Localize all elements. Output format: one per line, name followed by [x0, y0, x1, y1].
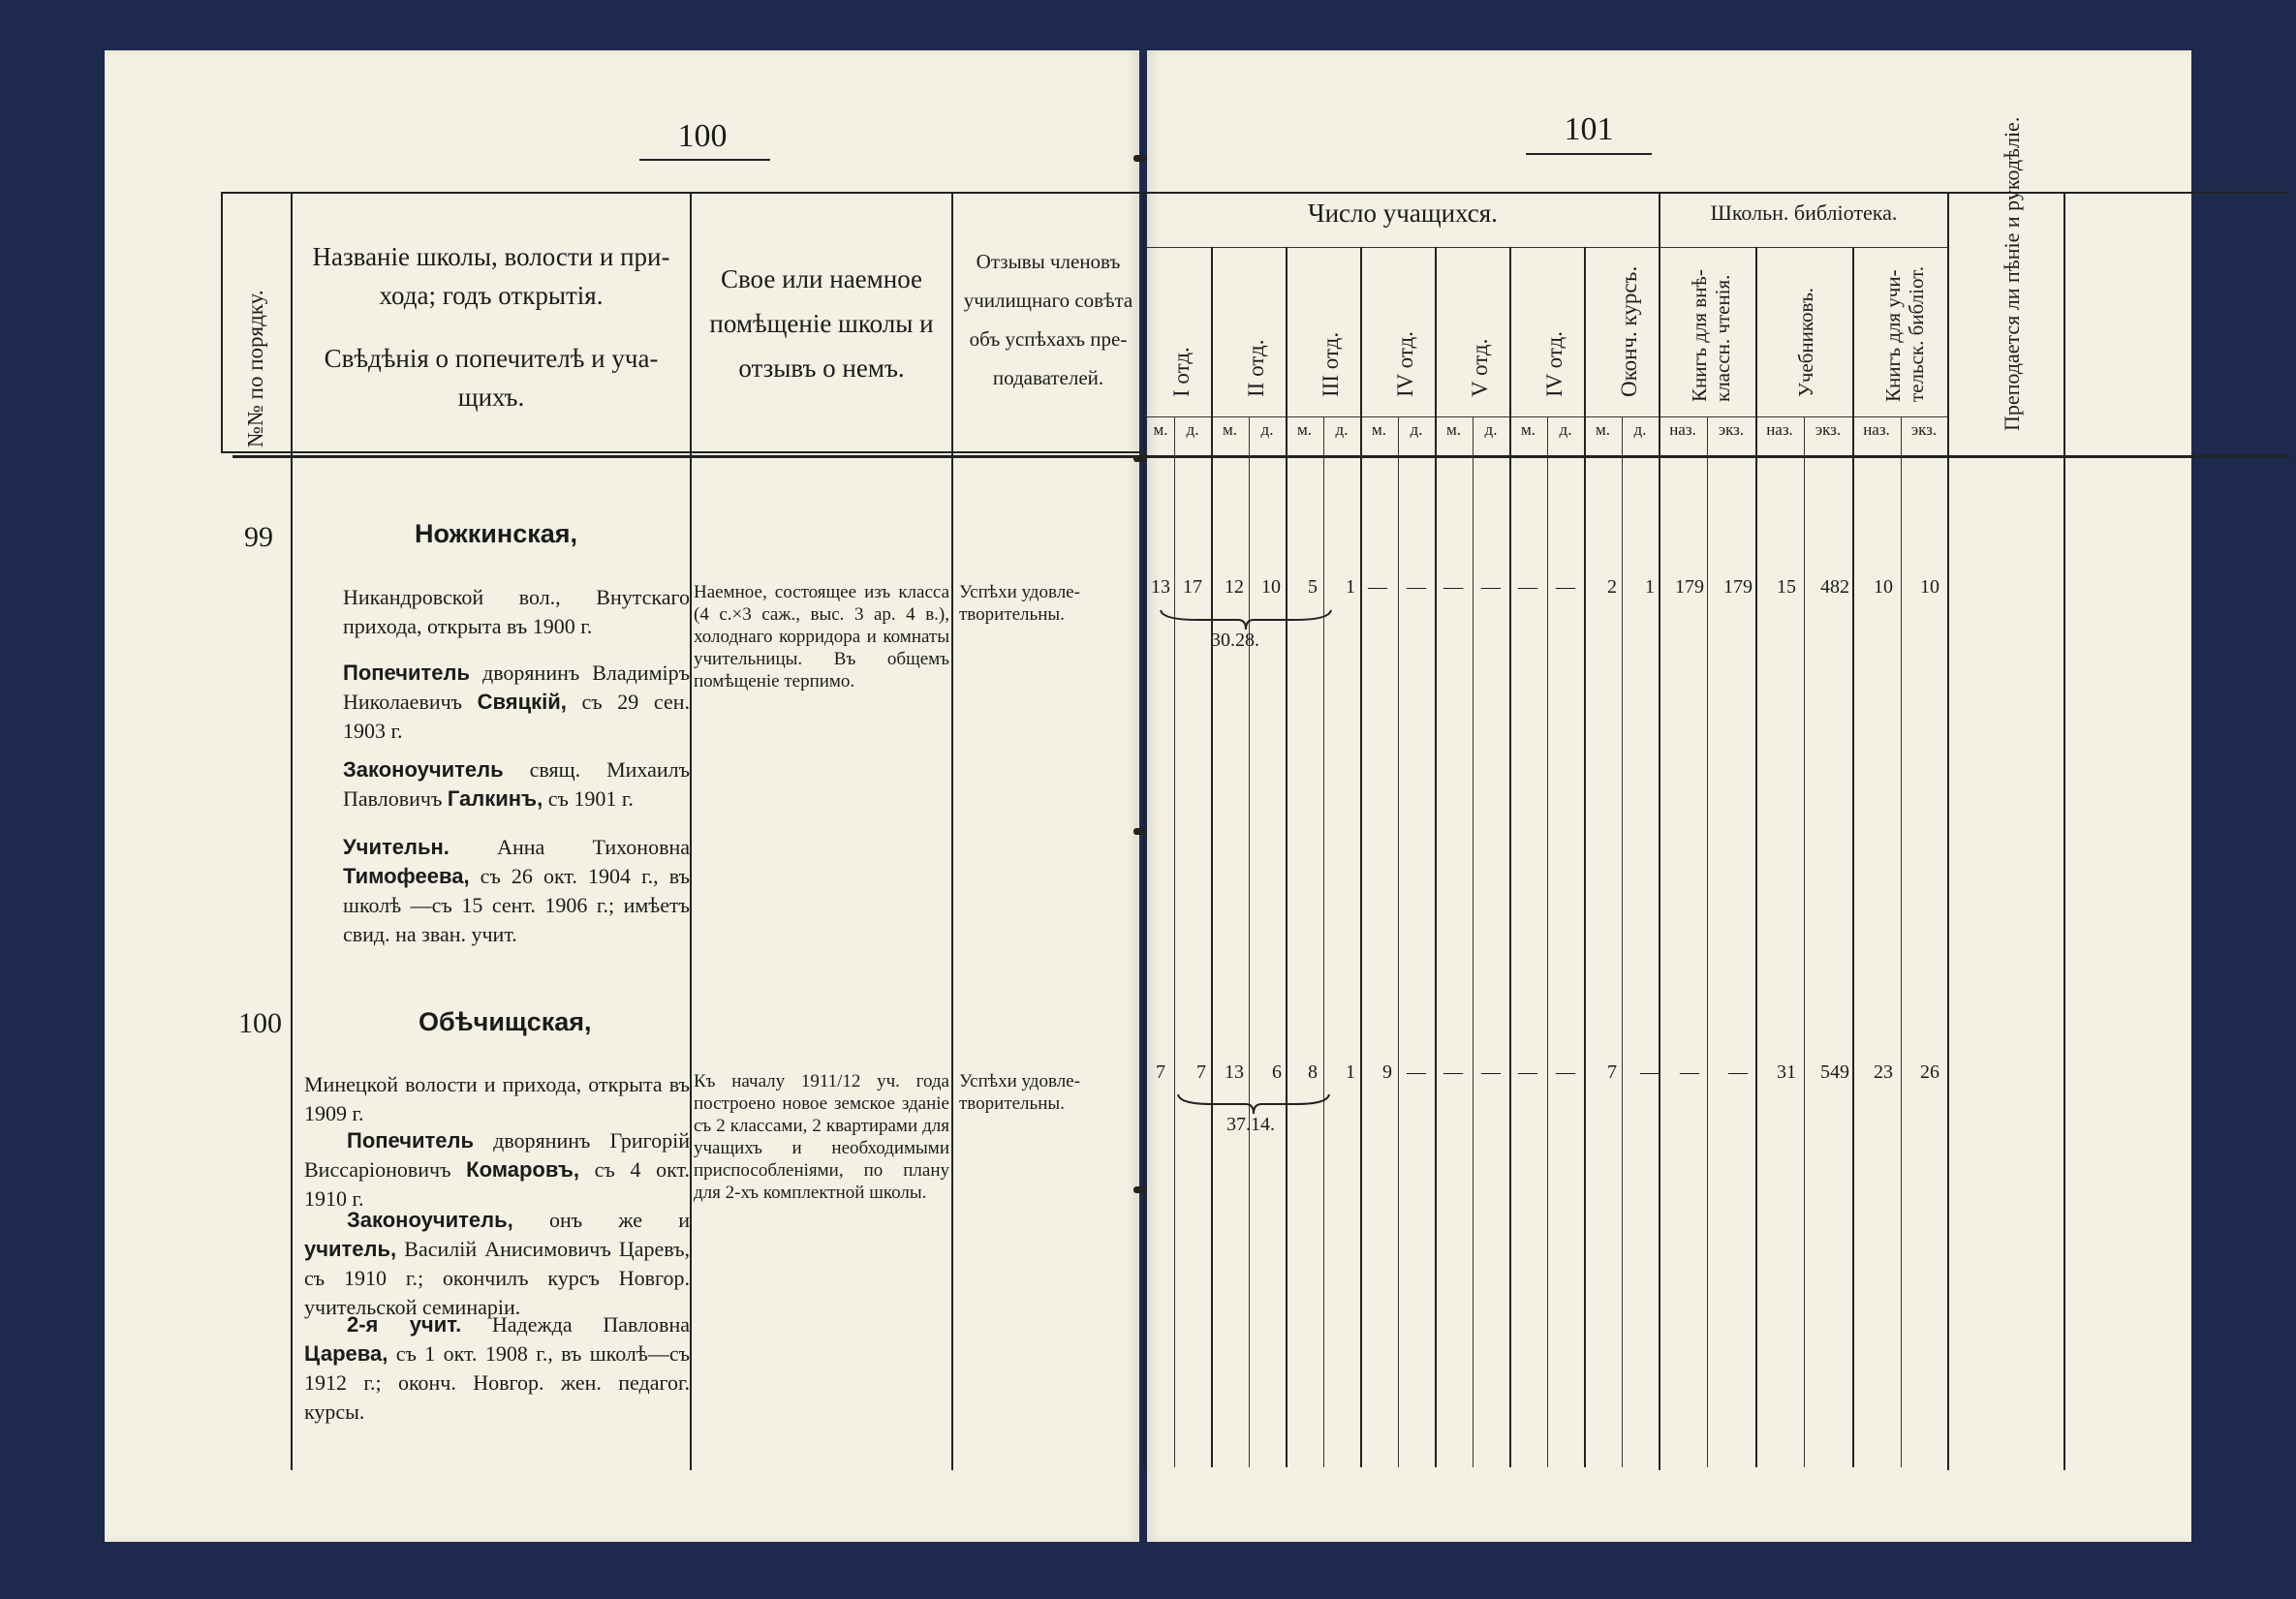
- md-sub-rule: [1147, 416, 1949, 417]
- row-value: —: [1518, 576, 1537, 598]
- header-name-3: Свѣдѣнія о попечителѣ и уча-: [324, 344, 659, 373]
- sub-m: м.: [1520, 420, 1536, 439]
- row-value: 1: [1346, 576, 1355, 598]
- row-value: —: [1556, 576, 1575, 598]
- row-total: 37.14.: [1226, 1114, 1275, 1135]
- sub-naz: наз.: [1766, 420, 1793, 439]
- row-value: 15: [1777, 576, 1796, 598]
- teacher-info: 2-я учит. Надежда Павловна Царева, съ 1 окт. 1908 г., въ школѣ—съ 1912 г.; оконч. Новгор. жен. педагог. курсы.: [304, 1312, 690, 1424]
- sub-m: м.: [1153, 420, 1168, 439]
- row-value: 8: [1308, 1061, 1318, 1083]
- sub-naz: наз.: [1863, 420, 1890, 439]
- row-total: 30.28.: [1211, 630, 1259, 651]
- sub-d: д.: [1633, 420, 1647, 439]
- header-dept-6: IV отд.: [1542, 330, 1567, 397]
- md-rule: [1323, 416, 1324, 1467]
- sub-ekz: экз.: [1910, 420, 1938, 439]
- row-value: —: [1443, 1061, 1463, 1083]
- row-value: 179: [1723, 576, 1753, 598]
- md-rule: [1622, 416, 1623, 1467]
- row-value: —: [1481, 1061, 1501, 1083]
- header-premises-1: Свое или наемное: [720, 264, 923, 293]
- sub-d: д.: [1410, 420, 1423, 439]
- row-value: 6: [1272, 1061, 1282, 1083]
- sub-m: м.: [1371, 420, 1386, 439]
- header-finished-course: Оконч. курсъ.: [1617, 265, 1641, 397]
- row-value: 31: [1777, 1061, 1796, 1083]
- total-brace: [1159, 608, 1333, 631]
- header-lib-reading: Книгъ для внѣ-классн. чтенія.: [1688, 269, 1734, 402]
- header-dept-3: III отд.: [1319, 331, 1343, 397]
- right-page: [1147, 50, 2191, 1542]
- md-rule: [1473, 416, 1474, 1467]
- row-value: 1: [1346, 1061, 1355, 1083]
- header-reviews-3: объ успѣхахъ пре-: [969, 327, 1128, 351]
- row-value: 13: [1151, 576, 1170, 598]
- header-reviews-1: Отзывы членовъ: [976, 250, 1121, 273]
- header-dept-2: II отд.: [1244, 339, 1268, 397]
- sub-m: м.: [1296, 420, 1312, 439]
- row-value: 10: [1261, 576, 1281, 598]
- row-number: 100: [238, 1007, 282, 1039]
- header-premises-2: помѣщеніе школы и: [709, 309, 934, 338]
- right-page-number: 101: [1564, 111, 1614, 147]
- sub-m: м.: [1595, 420, 1610, 439]
- row-value: 549: [1820, 1061, 1849, 1083]
- right-page-number-rule: [1526, 153, 1652, 155]
- row-value: —: [1443, 576, 1463, 598]
- header-reviews-4: подавателей.: [992, 366, 1104, 389]
- header-pupils: Число учащихся.: [1308, 199, 1498, 228]
- header-lib-textbooks: Учебниковъ.: [1794, 287, 1817, 397]
- row-value: 179: [1675, 576, 1704, 598]
- trustee-info: Попечитель дворянинъ Владиміръ Николаевичъ Свяцкій, съ 29 сен. 1903 г.: [343, 661, 690, 743]
- header-name-2: хода; годъ открытія.: [379, 281, 604, 310]
- col-rule: [1947, 192, 1949, 1470]
- row-value: —: [1407, 1061, 1426, 1083]
- row-value: 7: [1196, 1061, 1206, 1083]
- header-premises-3: отзывъ о немъ.: [738, 354, 905, 383]
- row-value: 2: [1607, 576, 1617, 598]
- sub-m: м.: [1222, 420, 1237, 439]
- col-rule: [1143, 192, 1145, 1470]
- md-rule: [1398, 416, 1399, 1467]
- row-value: —: [1518, 1061, 1537, 1083]
- md-rule: [1547, 416, 1548, 1467]
- school-info: Минецкой волости и прихода, открыта въ 1909 г.: [304, 1072, 690, 1125]
- header-teaching: Преподается ли пѣніе и рукодѣліе.: [2000, 116, 2024, 431]
- row-value: —: [1728, 1061, 1748, 1083]
- header-order: №№ по порядку.: [243, 290, 267, 447]
- row-value: —: [1481, 576, 1501, 598]
- row-value: 10: [1920, 576, 1939, 598]
- premises-text: Къ началу 1911/12 уч. года построено новое земское зданіе съ 2 классами, 2 квартирами для учащихъ и необходимыми приспособленіями, по плану для 2-хъ комплектной школы.: [694, 1071, 949, 1203]
- school-title: Обѣчищская,: [419, 1007, 592, 1036]
- header-name-1: Названіе школы, волости и при-: [312, 242, 670, 271]
- row-value: 17: [1183, 576, 1202, 598]
- naz-ekz-rule: [1804, 416, 1805, 1467]
- sub-d: д.: [1335, 420, 1349, 439]
- header-bottom-rule: [233, 455, 2290, 458]
- row-value: 1: [1645, 576, 1655, 598]
- left-page-number-rule: [639, 159, 770, 161]
- header-dept-1: I отд.: [1169, 347, 1194, 397]
- sub-d: д.: [1484, 420, 1498, 439]
- col-rule: [221, 192, 223, 453]
- sub-m: м.: [1445, 420, 1461, 439]
- total-brace: [1176, 1092, 1331, 1116]
- header-bottom-rule-left: [221, 451, 1141, 453]
- naz-ekz-rule: [1901, 416, 1902, 1467]
- row-value: 10: [1874, 576, 1893, 598]
- school-title: Ножкинская,: [415, 519, 577, 548]
- header-dept-5: V отд.: [1468, 338, 1492, 397]
- md-rule: [1174, 416, 1175, 1467]
- row-value: —: [1556, 1061, 1575, 1083]
- row-value: 26: [1920, 1061, 1939, 1083]
- col-rule: [2063, 192, 2065, 1470]
- header-dept-4: IV отд.: [1393, 330, 1417, 397]
- header-reviews-2: училищнаго совѣта: [963, 289, 1133, 312]
- header-name-4: щихъ.: [457, 383, 525, 412]
- row-value: 9: [1382, 1061, 1392, 1083]
- row-value: —: [1680, 1061, 1699, 1083]
- sub-ekz: экз.: [1815, 420, 1842, 439]
- review-text: Успѣхи удовле-творительны.: [959, 582, 1080, 625]
- priest-info: Законоучитель свящ. Михаилъ Павловичъ Галкинъ, съ 1901 г.: [343, 757, 690, 811]
- row-value: 482: [1820, 576, 1849, 598]
- row-value: 5: [1308, 576, 1318, 598]
- row-value: 7: [1607, 1061, 1617, 1083]
- md-rule: [1249, 416, 1250, 1467]
- header-lib-teachers: Книгъ для учи-тельск. библіот.: [1881, 265, 1928, 402]
- trustee-info: Попечитель дворянинъ Григорій Виссаріоновичъ Комаровъ, съ 4 окт. 1910 г.: [304, 1128, 690, 1211]
- review-text: Успѣхи удовле-творительны.: [959, 1071, 1080, 1114]
- sub-naz: наз.: [1669, 420, 1696, 439]
- row-value: 12: [1225, 576, 1244, 598]
- naz-ekz-rule: [1707, 416, 1708, 1467]
- sub-ekz: экз.: [1718, 420, 1745, 439]
- row-value: —: [1407, 576, 1426, 598]
- priest-info: Законоучитель, онъ же и учитель, Василій Анисимовичъ Царевъ, съ 1910 г.; окончилъ курсъ Новгор. учительской семинаріи.: [304, 1208, 690, 1319]
- sub-d: д.: [1260, 420, 1274, 439]
- sub-d: д.: [1559, 420, 1572, 439]
- row-value: 23: [1874, 1061, 1893, 1083]
- row-value: —: [1640, 1061, 1660, 1083]
- row-value: —: [1368, 576, 1387, 598]
- row-value: 13: [1225, 1061, 1244, 1083]
- header-library: Школьн. библіотека.: [1710, 200, 1898, 225]
- sub-d: д.: [1186, 420, 1199, 439]
- row-number: 99: [244, 521, 273, 553]
- school-info: Никандровской вол., Внутскаго прихода, открыта въ 1900 г.: [343, 585, 690, 638]
- binding-ring: [1133, 155, 1147, 162]
- row-value: 7: [1156, 1061, 1165, 1083]
- col-rule: [1659, 192, 1660, 1470]
- left-page-number: 100: [677, 118, 728, 154]
- premises-text: Наемное, состоящее изъ класса (4 с.×3 саж., выс. 3 ар. 4 в.), холоднаго корридора и комнаты учительницы. Въ общемъ помѣщеніе терпимо.: [694, 582, 949, 692]
- teacher-info: Учительн. Анна Тихоновна Тимофеева, съ 26 окт. 1904 г., въ школѣ —съ 15 сент. 1906 г.; имѣетъ свид. на зван. учит.: [343, 835, 690, 946]
